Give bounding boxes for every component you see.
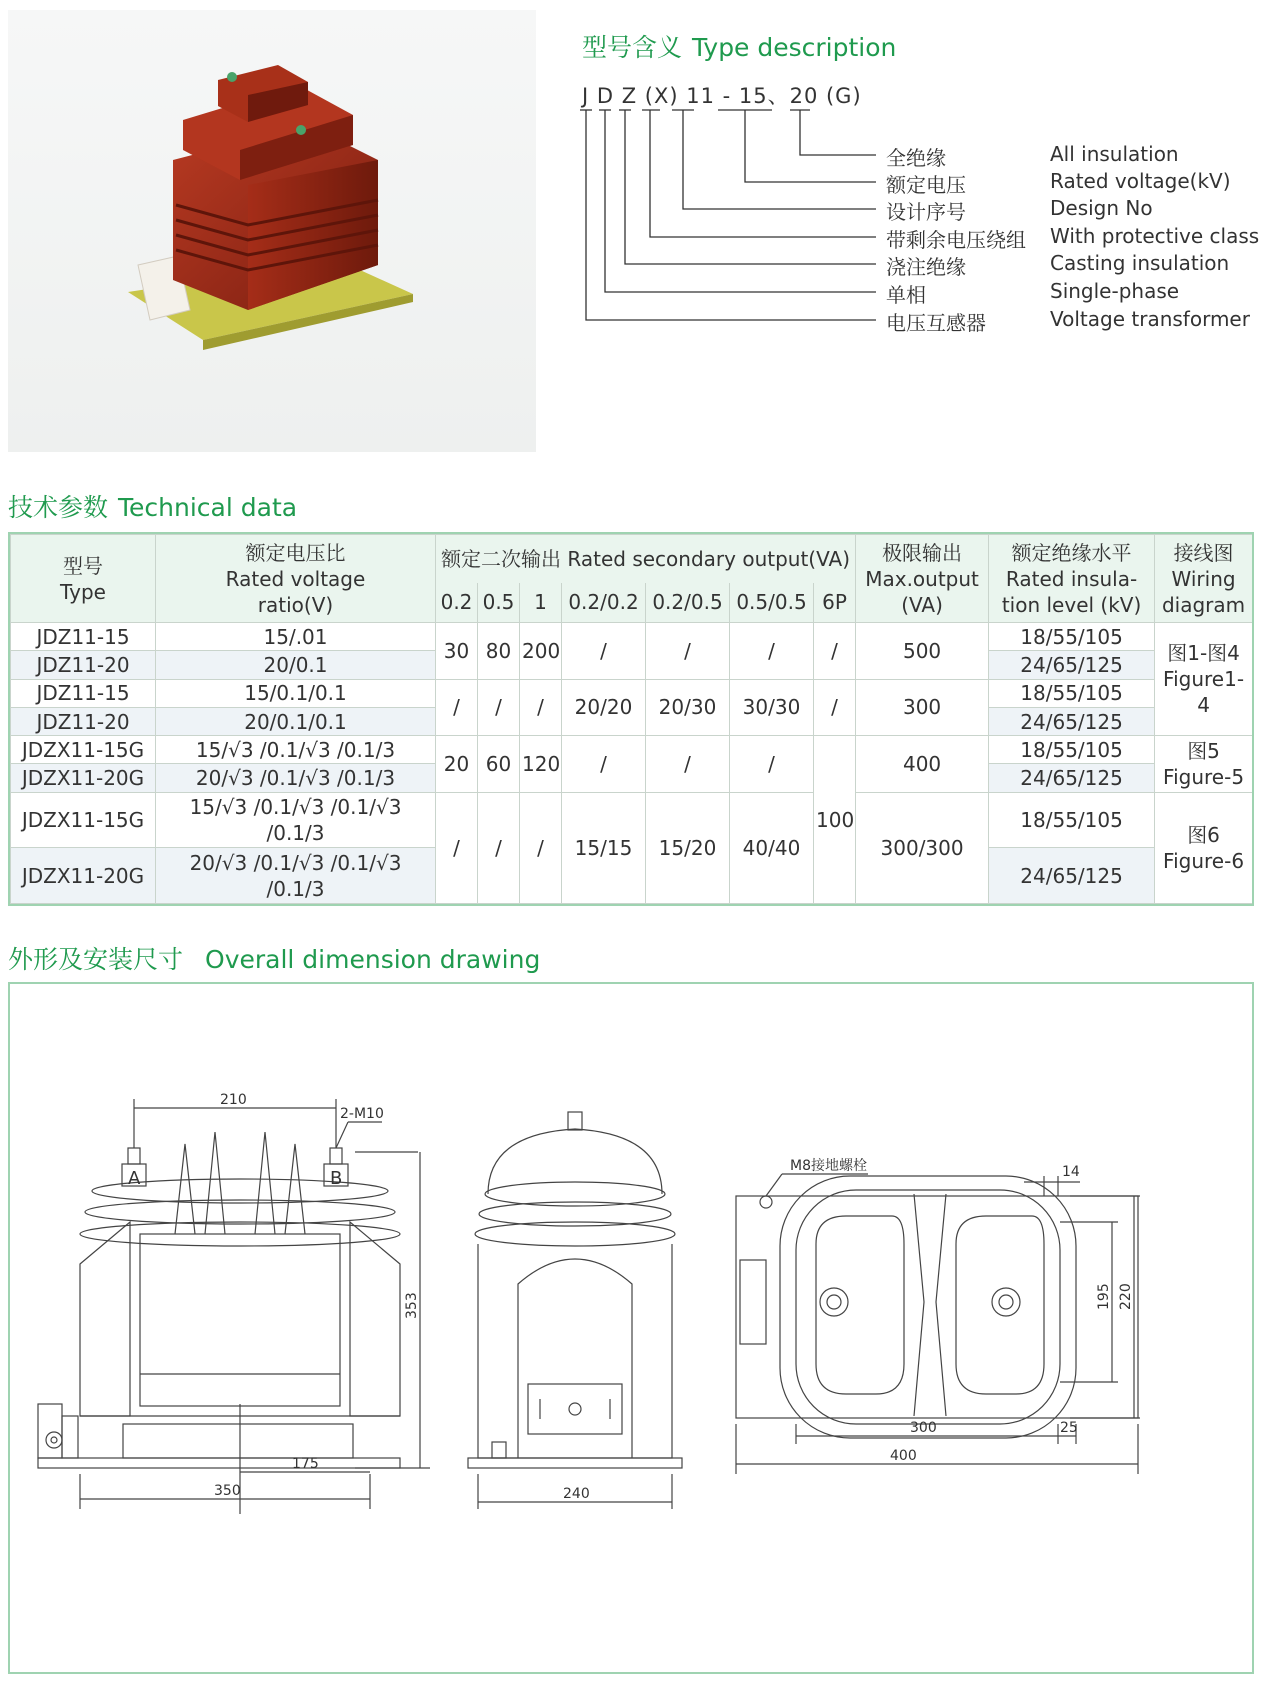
cell-max: 300/300 [856,792,989,903]
wiring-en: Figure1-4 [1163,667,1245,718]
cell-type: JDZX11-15G [11,736,156,764]
dim-400: 400 [890,1448,917,1464]
cell-ratio: 15/√3 /0.1/√3 /0.1/3 [156,736,436,764]
type-description-title-en: Type description [692,33,897,62]
cell-output: 15/20 [646,792,730,903]
header-ins-en2: tion level (kV) [1001,592,1142,617]
cell-output: 60 [478,736,520,793]
cell-insulation: 24/65/125 [989,848,1155,904]
header-max-cn: 极限输出 [882,540,963,565]
cell-ratio: 15/0.1/0.1 [156,679,436,707]
table-row [11,623,1253,651]
dimension-drawing [10,984,1252,1672]
header-type-en: Type [60,579,106,604]
header-type [11,535,156,623]
cell-output: / [520,792,562,903]
header-type-cn: 型号 [63,553,103,578]
wiring-cn: 图6 [1187,822,1220,847]
table-row [11,736,1253,764]
class-header: 0.2/0.5 [646,583,730,623]
header-secondary-output [436,535,856,583]
cell-output: 80 [478,623,520,680]
cell-type: JDZX11-20G [11,848,156,904]
dim-240: 240 [563,1486,590,1502]
legend-en: Design No [1050,196,1153,220]
cell-output: 15/15 [562,792,646,903]
header-max-en1: Max.output [865,566,979,591]
cell-output: 40/40 [730,792,814,903]
cell-ratio: 20/0.1/0.1 [156,707,436,735]
legend-row [886,142,1179,171]
dim-353: 353 [404,1292,420,1319]
legend-en: Casting insulation [1050,251,1230,275]
cell-insulation: 18/55/105 [989,679,1155,707]
cell-ratio: 20/0.1 [156,651,436,679]
technical-data-title [8,488,297,524]
header-wiring-diagram [1155,535,1253,623]
technical-data-title-cn: 技术参数 [8,493,109,522]
cell-type: JDZX11-15G [11,792,156,848]
cell-output: / [478,792,520,903]
cell-max: 300 [856,679,989,736]
legend-cn: 带剩余电压绕组 [886,228,1026,252]
terminal-a-label: A [128,1168,141,1189]
cell-output: 30 [436,623,478,680]
cell-output: / [646,623,730,680]
cell-output: / [436,792,478,903]
legend-en: With protective class [1050,224,1260,248]
class-header: 0.2 [436,583,478,623]
cell-ratio: 15/√3 /0.1/√3 /0.1/√3 /0.1/3 [156,792,436,848]
legend-en: All insulation [1050,142,1179,166]
header-ratio-en1: Rated voltage [225,566,366,591]
header-secondary-cn: 额定二次输出 [441,546,562,571]
dimension-drawing-box [8,982,1254,1674]
model-code: J D Z (X) 11 - 15、20 (G) [582,84,862,108]
cell-ratio: 20/√3 /0.1/√3 /0.1/√3 /0.1/3 [156,848,436,904]
header-insulation [989,535,1155,623]
legend-row [886,279,1180,308]
cell-insulation: 24/65/125 [989,651,1155,679]
cell-max: 500 [856,623,989,680]
cell-output: / [520,679,562,736]
cell-insulation: 18/55/105 [989,792,1155,848]
legend-cn: 浇注绝缘 [886,255,966,279]
cell-output: 20/20 [562,679,646,736]
wiring-cn: 图5 [1187,738,1220,763]
class-header: 0.2/0.2 [562,583,646,623]
header-ins-cn: 额定绝缘水平 [1011,540,1132,565]
cell-insulation: 24/65/125 [989,707,1155,735]
wiring-cn: 图1-图4 [1167,641,1240,666]
wiring-en: Figure-6 [1163,848,1245,873]
dim-220: 220 [1118,1283,1134,1310]
side-view [468,1112,682,1509]
header-wd-en1: Wiring [1171,566,1236,591]
dim-300: 300 [910,1420,937,1436]
legend-cn: 单相 [886,283,926,307]
header-wd-cn: 接线图 [1173,540,1234,565]
legend-en: Voltage transformer [1050,307,1250,331]
header-ratio [156,535,436,623]
dim-350: 350 [214,1483,241,1499]
dim-14: 14 [1062,1164,1080,1180]
header-max-output [856,535,989,623]
legend-en: Single-phase [1050,279,1180,303]
cell-type: JDZ11-15 [11,623,156,651]
header-wd-en2: diagram [1161,592,1246,617]
wiring-en: Figure-5 [1163,764,1245,789]
class-header: 0.5/0.5 [730,583,814,623]
header-ins-en1: Rated insula- [1005,566,1138,591]
dimension-title-cn: 外形及安装尺寸 [8,945,184,974]
cell-output: 200 [520,623,562,680]
header-ratio-en2: ratio(V) [257,592,334,617]
bolt-label: 2-M10 [340,1106,384,1122]
cell-max: 400 [856,736,989,793]
cell-output: / [646,736,730,793]
cell-output: / [436,679,478,736]
cell-wiring [1155,736,1253,793]
legend-en: Rated voltage(kV) [1050,169,1231,193]
cell-insulation: 18/55/105 [989,623,1155,651]
cell-output: 20 [436,736,478,793]
cell-output: / [562,736,646,793]
terminal-b-label: B [330,1168,343,1189]
legend-cn: 额定电压 [886,173,966,197]
cell-ratio: 15/.01 [156,623,436,651]
cell-type: JDZ11-20 [11,651,156,679]
dim-175: 175 [292,1456,319,1472]
table-row [11,679,1253,707]
cell-output: / [562,623,646,680]
dimension-drawing-title [8,940,540,976]
cell-output: / [814,623,856,680]
cell-output: / [730,736,814,793]
front-view [38,1099,430,1514]
legend-row [886,196,1153,225]
class-header: 6P [814,583,856,623]
cell-type: JDZ11-20 [11,707,156,735]
legend-row [886,307,1250,336]
cell-output: / [730,623,814,680]
cell-insulation: 24/65/125 [989,764,1155,792]
cell-insulation: 18/55/105 [989,736,1155,764]
technical-table [10,534,1253,904]
legend-row [886,169,1231,198]
technical-data-table [8,532,1254,906]
cell-6p-shared: 100 [814,736,856,904]
type-description-title-cn: 型号含义 [582,33,683,62]
cell-type: JDZ11-15 [11,679,156,707]
class-header: 1 [520,583,562,623]
header-ratio-cn: 额定电压比 [245,540,346,565]
dim-25: 25 [1060,1420,1078,1436]
cell-output: 20/30 [646,679,730,736]
cell-wiring [1155,792,1253,903]
legend-cn: 电压互感器 [886,311,986,335]
header-max-en2: (VA) [901,592,943,617]
cell-output: 30/30 [730,679,814,736]
table-row [11,792,1253,848]
dim-195: 195 [1096,1283,1112,1310]
legend-cn: 全绝缘 [886,146,946,170]
dim-210: 210 [220,1092,247,1108]
cell-output: / [478,679,520,736]
cell-type: JDZX11-20G [11,764,156,792]
legend-row [886,251,1230,280]
dimension-title-en: Overall dimension drawing [205,945,541,974]
technical-data-title-en: Technical data [118,493,298,522]
legend-cn: 设计序号 [886,200,966,224]
cell-output: 120 [520,736,562,793]
header-secondary-en: Rated secondary output(VA) [567,546,850,571]
top-view [736,1174,1140,1474]
legend-row [886,224,1260,253]
earth-bolt-label: M8接地螺栓 [790,1158,867,1174]
cell-ratio: 20/√3 /0.1/√3 /0.1/3 [156,764,436,792]
class-header: 0.5 [478,583,520,623]
cell-wiring [1155,623,1253,736]
cell-output: / [814,679,856,736]
